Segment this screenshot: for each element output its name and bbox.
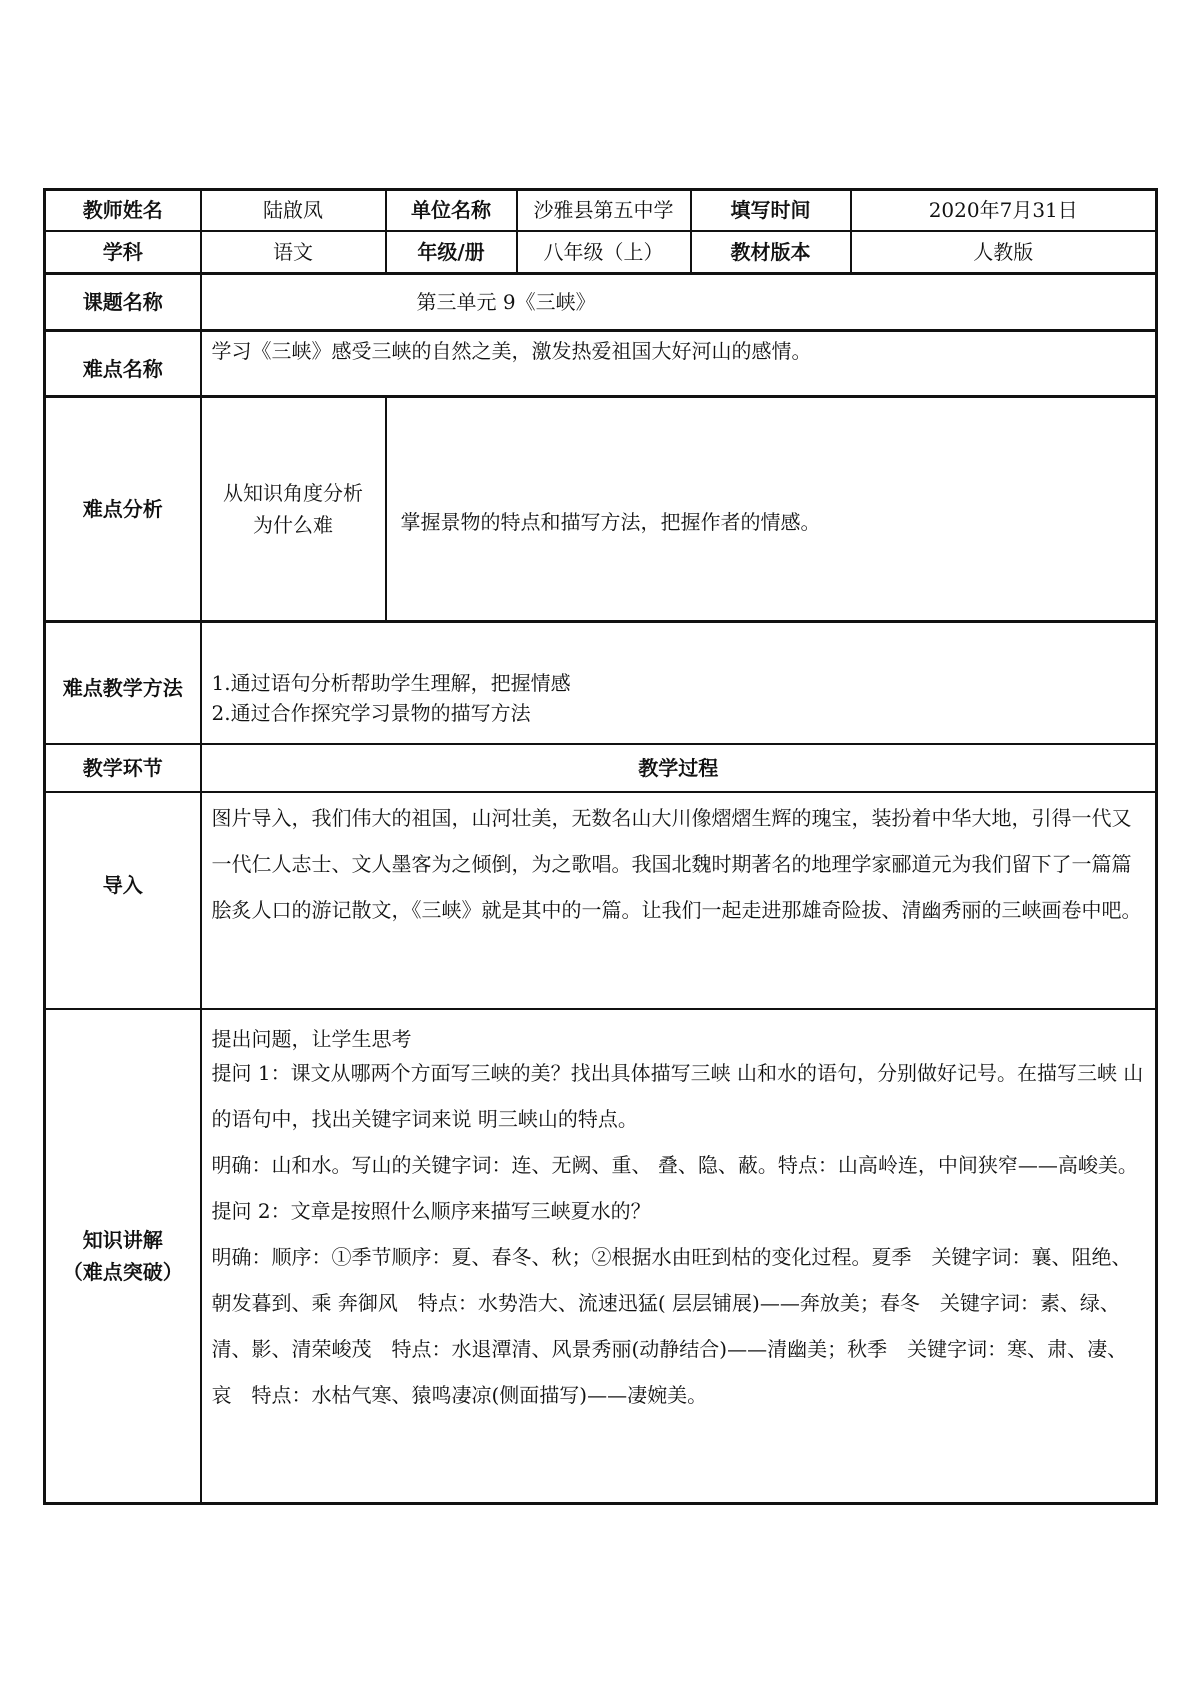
- knowledge-label: [45, 1009, 201, 1504]
- teacher-label: 教师姓名: [45, 190, 201, 231]
- method-item-2: 2.通过合作探究学习景物的描写方法: [211, 700, 531, 725]
- difficulty-value: 学习《三峡》感受三峡的自然之美，激发热爱祖国大好河山的感情。: [201, 331, 1157, 397]
- grade-label: 年级/册: [386, 231, 517, 274]
- intro-text: 图片导入，我们伟大的祖国，山河壮美，无数名山大川像熠熠生辉的瑰宝，装扮着中华大地，引得一代又一代仁人志士、文人墨客为之倾倒，为之歌唱。我国北魏时期著名的地理学家郦道元为我们留下了一篇篇脍炙人口的游记散文，《三峡》就是其中的一篇。让我们一起走进那雄奇险拔、清幽秀丽的三峡画卷中吧。: [211, 805, 1142, 922]
- header-row-2: [45, 231, 1157, 274]
- knowledge-label-line-2: （难点突破）: [62, 1259, 183, 1284]
- title-value: 第三单元 9《三峡》: [201, 274, 1157, 331]
- difficulty-label: 难点名称: [45, 331, 201, 397]
- header-row-1: [45, 190, 1157, 231]
- analysis-sub-label-line-2: 为什么难: [253, 513, 333, 537]
- knowledge-answer-1: 明确：山和水。写山的关键字词：连、无阙、重、 叠、隐、蔽。特点：山高岭连，中间狭窄——高峻美。: [211, 1152, 1138, 1177]
- knowledge-label-line-1: 知识讲解: [82, 1227, 163, 1252]
- method-label: 难点教学方法: [45, 622, 201, 744]
- intro-label: 导入: [45, 792, 201, 1009]
- process-header: 教学过程: [201, 744, 1157, 792]
- knowledge-question-1: 提问 1：课文从哪两个方面写三峡的美？找出具体描写三峡 山和水的语句，分别做好记号。在描写三峡 山的语句中，找出关键字词来说 明三峡山的特点。: [211, 1060, 1144, 1131]
- lesson-plan-table: [43, 188, 1158, 1505]
- teacher-value: 陆啟凤: [201, 190, 386, 231]
- subject-label: 学科: [45, 231, 201, 274]
- date-value: 2020年7月31日: [851, 190, 1157, 231]
- stage-header: 教学环节: [45, 744, 201, 792]
- knowledge-row: [45, 1009, 1157, 1504]
- knowledge-intro: 提出问题，让学生思考: [211, 1026, 412, 1051]
- knowledge-cell: [201, 1009, 1157, 1504]
- analysis-value: 掌握景物的特点和描写方法，把握作者的情感。: [386, 397, 1157, 622]
- method-item-1: 1.通过语句分析帮助学生理解，把握情感: [211, 670, 571, 695]
- title-row: [45, 274, 1157, 331]
- edition-label: 教材版本: [691, 231, 851, 274]
- title-label: 课题名称: [45, 274, 201, 331]
- difficulty-row: [45, 331, 1157, 397]
- grade-value: 八年级（上）: [517, 231, 691, 274]
- intro-row: [45, 792, 1157, 1009]
- edition-value: 人教版: [851, 231, 1157, 274]
- knowledge-question-2: 提问 2：文章是按照什么顺序来描写三峡夏水的？: [211, 1198, 651, 1223]
- unit-label: 单位名称: [386, 190, 517, 231]
- method-cell: [201, 622, 1157, 744]
- knowledge-answer-2: 明确：顺序：①季节顺序：夏、春冬、秋；②根据水由旺到枯的变化过程。夏季 关键字词：襄、阻绝、朝发暮到、乘 奔御风 特点：水势浩大、流速迅猛( 层层铺展)——奔放美；春冬 关键字词：素、绿、清、影、清荣峻茂 特点：水退潭清、风景秀丽(动静结合)——清幽美；秋季 关键字词：寒、肃、凄、哀 特点：水枯气寒、猿鸣凄凉(侧面描写)——凄婉美。: [211, 1244, 1132, 1407]
- analysis-sub-label: [201, 397, 386, 622]
- analysis-row: [45, 397, 1157, 622]
- subject-value: 语文: [201, 231, 386, 274]
- date-label: 填写时间: [691, 190, 851, 231]
- intro-cell: [201, 792, 1157, 1009]
- analysis-label: 难点分析: [45, 397, 201, 622]
- analysis-sub-label-line-1: 从知识角度分析: [223, 481, 363, 505]
- method-row: [45, 622, 1157, 744]
- process-header-row: [45, 744, 1157, 792]
- unit-value: 沙雅县第五中学: [517, 190, 691, 231]
